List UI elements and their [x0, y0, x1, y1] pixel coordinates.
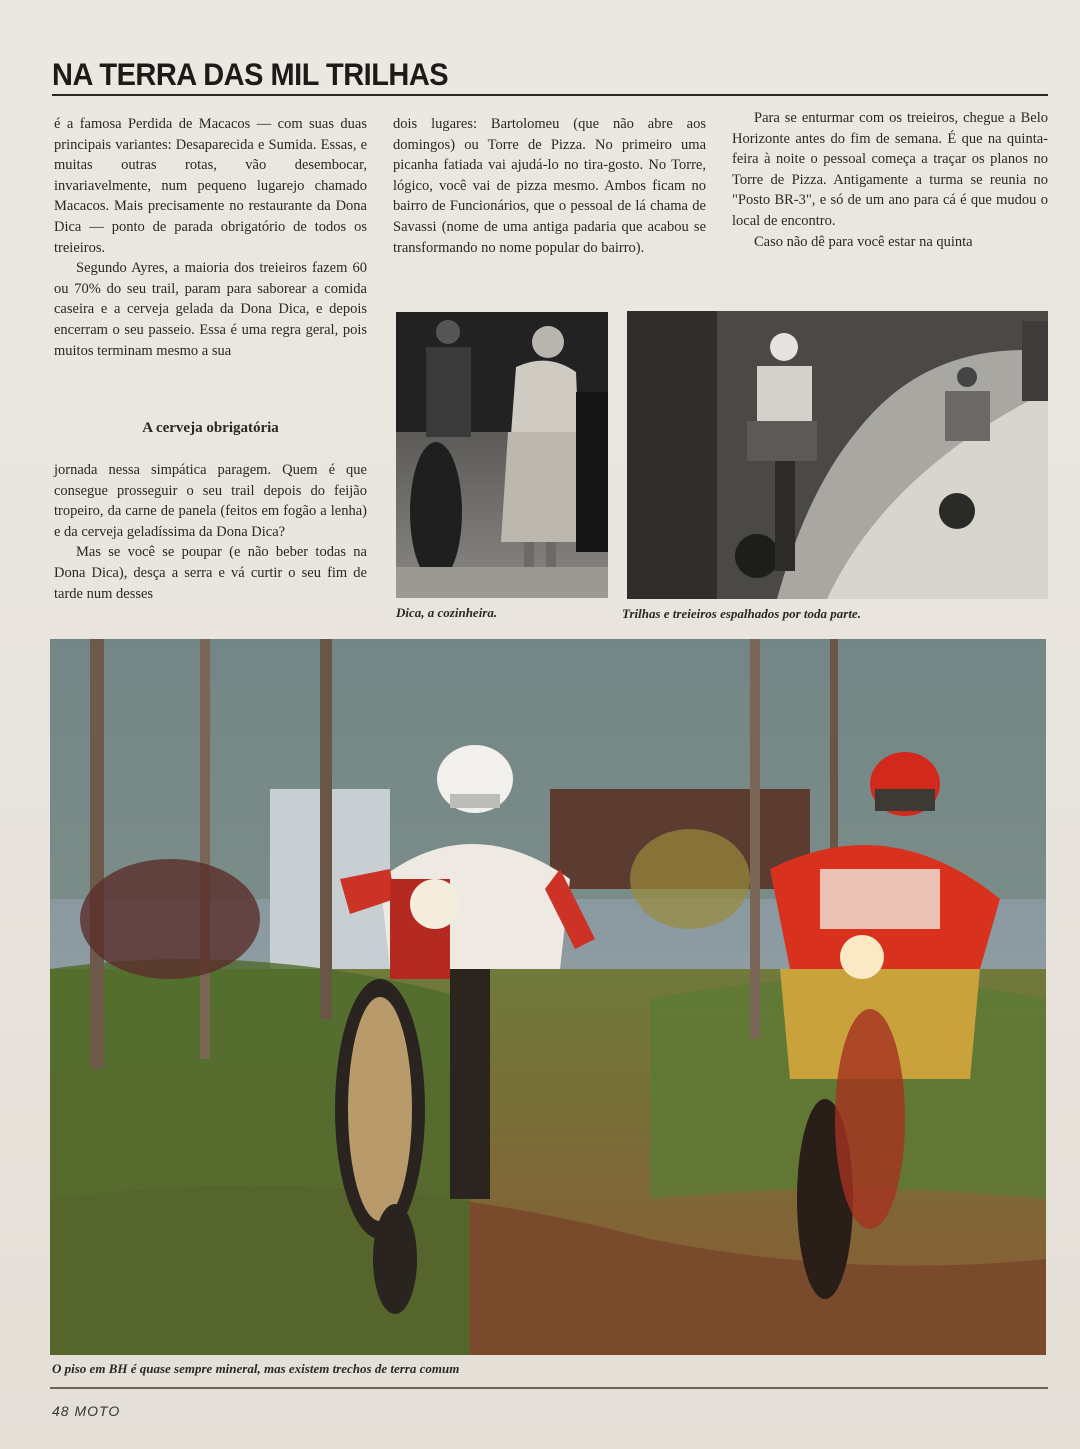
section-subhead: A cerveja obrigatória	[142, 420, 279, 436]
paragraph: é a famosa Perdida de Macacos — com suas duas principais variantes: Desaparecida e Sumida. Essas, e muitas outras rotas, vão desembocar, invariavelmente, num pequeno lugarejo chamado Macacos. Mais precisamente no restaurante da Dona Dica — ponto de parada obrigatório de todos os treieiros.	[54, 116, 367, 256]
page-number: 48	[52, 1403, 70, 1419]
column-1-top	[54, 114, 367, 361]
article-headline: NA TERRA DAS MIL TRILHAS	[52, 58, 449, 93]
photo-trail-riders	[627, 311, 1048, 599]
photo-caption: O piso em BH é quase sempre mineral, mas existem trechos de terra comum	[52, 1361, 460, 1376]
paragraph: jornada nessa simpática paragem. Quem é que consegue prosseguir o seu trail depois do feijão tropeiro, da carne de panela (feitos em fogão a lenha) e da cerveja geladíssima da Dona Dica?	[54, 462, 367, 540]
paragraph: dois lugares: Bartolomeu (que não abre aos domingos) ou Torre de Pizza. No primeiro uma picanha fatiada vai ajudá-lo no tira-gosto. No Torre, lógico, você vai de pizza mesmo. Ambos ficam no bairro de Funcionários, que o pessoal de lá chama de Savassi (nome de uma antiga padaria que acabou se transformando no nome popular do bairro).	[393, 116, 706, 256]
paragraph: Caso não dê para você estar na quinta	[754, 233, 973, 250]
paragraph: Segundo Ayres, a maioria dos treieiros fazem 60 ou 70% do seu trail, param para saborear a comida caseira e a cerveja gelada da Dona Dica, e depois encerram o seu passeio. Essa é uma regra geral, pois muitos terminam mesmo a sua	[54, 260, 367, 359]
photo-two-riders-color	[50, 639, 1046, 1355]
column-3	[732, 108, 1048, 252]
photo-caption: Dica, a cozinheira.	[396, 605, 498, 620]
paragraph: Para se enturmar com os treieiros, chegue a Belo Horizonte antes do fim de semana. É que na quinta-feira à noite o pessoal começa a traçar os planos no Torre de Pizza. Antigamente a turma se reunia no "Posto BR-3", e só de um ano para cá é que mudou o local de encontro.	[732, 110, 1048, 229]
headline-rule	[52, 94, 1048, 96]
paragraph: Mas se você se poupar (e não beber todas na Dona Dica), desça a serra e vá curtir o seu fim de tarde num desses	[54, 544, 367, 602]
magazine-name: MOTO	[74, 1403, 121, 1419]
page-folio	[52, 1403, 120, 1419]
photo-caption: Trilhas e treieiros espalhados por toda parte.	[622, 606, 861, 621]
column-1-bottom	[54, 460, 367, 604]
footer-rule	[50, 1387, 1048, 1389]
photo-dona-dica	[396, 312, 608, 598]
column-2	[393, 114, 706, 258]
